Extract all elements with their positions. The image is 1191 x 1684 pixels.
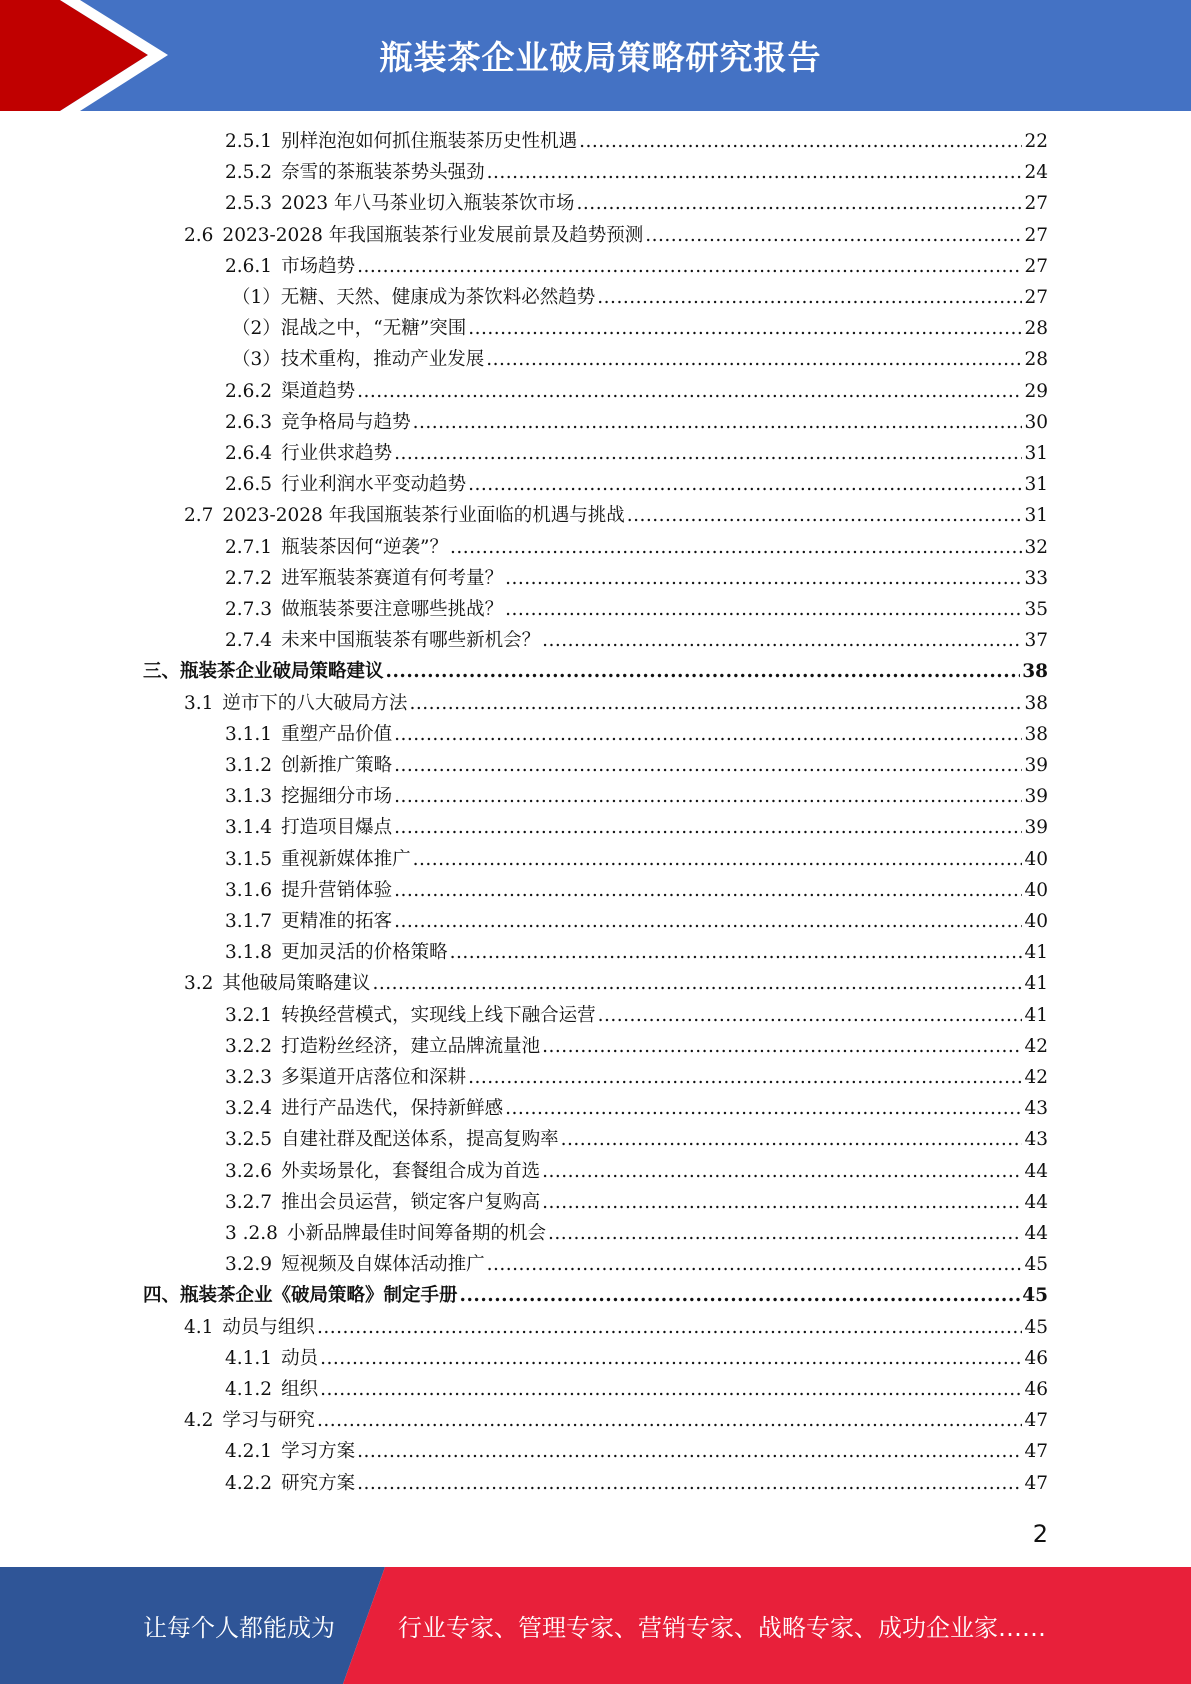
toc-dot-leader xyxy=(409,693,1022,714)
toc-dot-leader xyxy=(468,1067,1022,1088)
toc-dot-leader xyxy=(542,630,1022,651)
toc-entry-page: 47 xyxy=(1024,1410,1048,1432)
toc-entry-number: （1） xyxy=(232,287,281,308)
toc-dot-leader xyxy=(317,1410,1023,1431)
toc-entry-page: 28 xyxy=(1024,318,1048,340)
toc-entry-page: 44 xyxy=(1024,1160,1048,1182)
toc-entry-title: 打造项目爆点 xyxy=(281,817,393,839)
toc-entry[interactable] xyxy=(225,1063,1048,1094)
toc-entry-title: 打造粉丝经济，建立品牌流量池 xyxy=(281,1035,541,1057)
toc-entry-title: 组织 xyxy=(281,1379,319,1400)
footer-slogan-right: 行业专家、管理专家、营销专家、战略专家、成功企业家…… xyxy=(398,1614,1046,1642)
toc-entry[interactable] xyxy=(225,470,1048,501)
toc-entry[interactable] xyxy=(225,1032,1048,1063)
toc-dot-leader xyxy=(542,1036,1022,1057)
toc-dot-leader xyxy=(542,1161,1022,1182)
toc-dot-leader xyxy=(542,1192,1022,1213)
toc-dot-leader xyxy=(548,1223,1022,1244)
toc-entry-title: 转换经营模式，实现线上线下融合运营 xyxy=(281,1004,596,1026)
toc-entry-title: 市场趋势 xyxy=(281,255,356,277)
toc-entry-title: 进行产品迭代，保持新鲜感 xyxy=(281,1098,504,1120)
toc-entry-number: 2.5.3 xyxy=(225,193,273,215)
toc-entry[interactable] xyxy=(225,1469,1048,1500)
toc-entry[interactable] xyxy=(225,1375,1048,1406)
toc-entry-page: 37 xyxy=(1024,630,1048,652)
toc-entry-title: 学习方案 xyxy=(281,1441,356,1463)
toc-entry-number: 3.1.2 xyxy=(225,755,273,776)
toc-entry-number: 3 .2.8 xyxy=(225,1223,278,1244)
toc-entry-page: 45 xyxy=(1024,1316,1048,1338)
toc-entry[interactable] xyxy=(184,689,1048,720)
toc-entry-title: 多渠道开店落位和深耕 xyxy=(281,1067,467,1088)
toc-entry-page: 43 xyxy=(1024,1098,1048,1120)
toc-dot-leader xyxy=(320,1348,1022,1369)
toc-dot-leader xyxy=(394,786,1022,807)
toc-dot-leader xyxy=(394,755,1022,776)
toc-dot-leader xyxy=(486,349,1022,370)
toc-entry-number: 2.6.5 xyxy=(225,474,273,496)
toc-entry-page: 41 xyxy=(1024,942,1048,964)
toc-dot-leader xyxy=(394,880,1022,901)
toc-entry-title: 2023-2028 年我国瓶装茶行业发展前景及趋势预测 xyxy=(222,224,644,246)
toc-entry-number: 3.2.4 xyxy=(225,1098,273,1120)
toc-entry-title: 研究方案 xyxy=(281,1472,356,1494)
toc-entry-page: 41 xyxy=(1024,973,1048,995)
toc-entry-number: 四、 xyxy=(143,1285,181,1307)
toc-entry-page: 29 xyxy=(1024,380,1048,402)
toc-entry[interactable] xyxy=(225,1188,1048,1219)
toc-entry-title: 自建社群及配送体系，提高复购率 xyxy=(281,1129,559,1151)
toc-entry-page: 31 xyxy=(1024,505,1048,527)
toc-entry[interactable] xyxy=(143,657,1048,688)
toc-dot-leader xyxy=(394,724,1022,745)
toc-entry-title: 竞争格局与趋势 xyxy=(281,411,411,433)
toc-entry-page: 24 xyxy=(1024,162,1048,184)
toc-entry[interactable] xyxy=(225,626,1048,657)
toc-entry[interactable] xyxy=(225,595,1048,626)
toc-entry-title: 其他破局策略建议 xyxy=(222,973,371,995)
toc-entry-title: 推出会员运营，锁定客户复购高 xyxy=(281,1191,541,1213)
toc-entry-page: 44 xyxy=(1024,1191,1048,1213)
header-banner xyxy=(0,0,1191,111)
toc-entry[interactable] xyxy=(225,1094,1048,1125)
toc-entry[interactable] xyxy=(225,564,1048,595)
toc-entry-title: 奈雪的茶瓶装茶势头强劲 xyxy=(281,162,485,184)
toc-entry-page: 39 xyxy=(1024,755,1048,776)
toc-dot-leader xyxy=(577,193,1023,214)
toc-entry-number: 4.1 xyxy=(184,1316,214,1338)
toc-entry[interactable] xyxy=(225,377,1048,408)
toc-entry[interactable] xyxy=(225,1157,1048,1188)
toc-entry-title: 创新推广策略 xyxy=(281,755,393,776)
toc-entry-page: 39 xyxy=(1024,817,1048,839)
toc-entry[interactable] xyxy=(225,252,1048,283)
toc-entry-title: 进军瓶装茶赛道有何考量？ xyxy=(281,567,504,589)
toc-entry-page: 27 xyxy=(1024,255,1048,277)
toc-entry-page: 42 xyxy=(1024,1035,1048,1057)
toc-entry-page: 44 xyxy=(1024,1223,1048,1244)
toc-entry-page: 41 xyxy=(1024,1004,1048,1026)
toc-entry-page: 42 xyxy=(1024,1067,1048,1088)
toc-entry-page: 38 xyxy=(1022,661,1048,683)
toc-dot-leader xyxy=(487,162,1023,183)
toc-dot-leader xyxy=(505,1098,1022,1119)
toc-entry-number: （3） xyxy=(232,349,281,371)
toc-entry-page: 45 xyxy=(1024,1254,1048,1276)
toc-entry-number: 3.2.6 xyxy=(225,1160,273,1182)
toc-dot-leader xyxy=(450,537,1022,558)
toc-entry[interactable] xyxy=(225,1219,1048,1250)
toc-dot-leader xyxy=(413,849,1023,870)
toc-dot-leader xyxy=(394,911,1022,932)
toc-dot-leader xyxy=(372,973,1022,994)
toc-entry[interactable] xyxy=(184,969,1048,1000)
toc-entry-number: 3.1.6 xyxy=(225,879,273,901)
toc-entry[interactable] xyxy=(184,1313,1048,1344)
toc-dot-leader xyxy=(598,1005,1023,1026)
toc-dot-leader xyxy=(450,942,1023,963)
toc-entry-page: 33 xyxy=(1024,567,1048,589)
toc-entry-page: 22 xyxy=(1024,131,1048,152)
toc-entry-page: 38 xyxy=(1024,692,1048,714)
toc-dot-leader xyxy=(357,256,1022,277)
toc-dot-leader xyxy=(357,381,1022,402)
toc-dot-leader xyxy=(460,1285,1021,1306)
toc-entry-page: 38 xyxy=(1024,723,1048,745)
toc-entry-page: 40 xyxy=(1024,911,1048,932)
toc-entry-number: 3.2.9 xyxy=(225,1254,273,1276)
toc-entry-number: 2.7.2 xyxy=(225,567,273,589)
toc-entry-number: 3.2.2 xyxy=(225,1035,273,1057)
toc-entry-page: 43 xyxy=(1024,1129,1048,1151)
toc-dot-leader xyxy=(413,412,1023,433)
toc-entry-page: 27 xyxy=(1024,193,1048,215)
toc-entry-title: 提升营销体验 xyxy=(281,879,393,901)
toc-entry-number: 3.1 xyxy=(184,692,214,714)
toc-entry-number: 4.2 xyxy=(184,1410,214,1432)
toc-entry-title: 逆市下的八大破局方法 xyxy=(222,692,408,714)
toc-entry-title: 2023 年八马茶业切入瓶装茶饮市场 xyxy=(281,193,575,215)
toc-entry-title: 小新品牌最佳时间筹备期的机会 xyxy=(286,1223,546,1244)
toc-entry-number: 4.2.2 xyxy=(225,1472,273,1494)
toc-entry-number: 2.6 xyxy=(184,224,214,246)
toc-entry-page: 46 xyxy=(1024,1347,1048,1369)
toc-dot-leader xyxy=(394,817,1022,838)
toc-dot-leader xyxy=(579,131,1022,152)
toc-entry-number: 2.7.4 xyxy=(225,630,273,652)
toc-entry-page: 47 xyxy=(1024,1441,1048,1463)
toc-entry[interactable] xyxy=(225,1437,1048,1468)
toc-entry-title: 瓶装茶企业《破局策略》制定手册 xyxy=(180,1285,458,1307)
toc-entry-number: 2.6.1 xyxy=(225,255,273,277)
toc-entry[interactable] xyxy=(225,782,1048,813)
toc-entry-number: 3.1.3 xyxy=(225,786,273,808)
toc-dot-leader xyxy=(561,1129,1023,1150)
toc-dot-leader xyxy=(645,225,1022,246)
toc-entry-number: （2） xyxy=(232,318,281,340)
toc-entry-title: 瓶装茶因何“逆袭”？ xyxy=(281,536,448,558)
toc-entry-number: 3.2.3 xyxy=(225,1067,273,1088)
toc-entry-page: 31 xyxy=(1024,443,1048,464)
toc-entry[interactable] xyxy=(225,845,1048,876)
toc-entry-page: 47 xyxy=(1024,1472,1048,1494)
toc-dot-leader xyxy=(386,661,1021,682)
toc-entry-number: 3.1.4 xyxy=(225,817,273,839)
toc-entry[interactable] xyxy=(225,158,1048,189)
toc-entry-number: 2.7 xyxy=(184,505,214,527)
toc-entry-number: 2.6.4 xyxy=(225,443,273,464)
toc-entry-page: 32 xyxy=(1024,536,1048,558)
toc-entry-page: 31 xyxy=(1024,474,1048,496)
toc-entry-title: 瓶装茶企业破局策略建议 xyxy=(180,661,384,683)
toc-entry[interactable] xyxy=(225,938,1048,969)
toc-entry-page: 35 xyxy=(1024,599,1048,620)
toc-entry-title: 未来中国瓶装茶有哪些新机会？ xyxy=(281,630,541,652)
toc-entry-title: 更精准的拓客 xyxy=(281,911,393,932)
toc-entry[interactable] xyxy=(225,876,1048,907)
toc-entry[interactable] xyxy=(184,501,1048,532)
toc-entry-page: 46 xyxy=(1024,1379,1048,1400)
toc-entry-number: 4.1.1 xyxy=(225,1347,273,1369)
toc-dot-leader xyxy=(627,505,1023,526)
footer-banner xyxy=(0,1567,1191,1684)
toc-dot-leader xyxy=(505,599,1022,620)
toc-dot-leader xyxy=(468,474,1022,495)
toc-entry[interactable] xyxy=(225,1125,1048,1156)
header-title: 瓶装茶企业破局策略研究报告 xyxy=(379,38,822,77)
toc-dot-leader xyxy=(320,1379,1022,1400)
toc-entry[interactable] xyxy=(225,1250,1048,1281)
toc-entry-number: 2.5.1 xyxy=(225,131,273,152)
toc-entry-title: 行业供求趋势 xyxy=(281,443,393,464)
toc-entry-title: 短视频及自媒体活动推广 xyxy=(281,1254,485,1276)
toc-entry-number: 3.2.1 xyxy=(225,1004,273,1026)
toc-entry-page: 40 xyxy=(1024,848,1048,870)
toc-entry-number: 3.1.5 xyxy=(225,848,273,870)
toc-entry[interactable] xyxy=(225,189,1048,220)
toc-entry-number: 2.5.2 xyxy=(225,162,273,184)
toc-entry-number: 2.7.3 xyxy=(225,599,273,620)
toc-entry-title: 重视新媒体推广 xyxy=(281,848,411,870)
toc-entry-number: 2.6.3 xyxy=(225,411,273,433)
toc-entry-title: 做瓶装茶要注意哪些挑战？ xyxy=(281,599,504,620)
toc-dot-leader xyxy=(357,1473,1022,1494)
toc-entry[interactable] xyxy=(232,283,1048,314)
toc-entry[interactable] xyxy=(225,813,1048,844)
toc-entry-number: 3.1.7 xyxy=(225,911,273,932)
toc-entry-title: 动员 xyxy=(281,1347,319,1369)
toc-entry-page: 40 xyxy=(1024,879,1048,901)
toc-entry-number: 4.1.2 xyxy=(225,1379,273,1400)
toc-entry-page: 27 xyxy=(1024,287,1048,308)
toc-entry-number: 3.2.5 xyxy=(225,1129,273,1151)
toc-entry-number: 2.7.1 xyxy=(225,536,273,558)
toc-entry[interactable] xyxy=(225,127,1048,158)
toc-entry-title: 混战之中，“无糖”突围 xyxy=(280,318,467,340)
toc-entry[interactable] xyxy=(232,314,1048,345)
toc-entry-number: 三、 xyxy=(143,661,181,683)
toc-entry-page: 45 xyxy=(1022,1285,1048,1307)
toc-entry-title: 别样泡泡如何抓住瓶装茶历史性机遇 xyxy=(281,131,578,152)
toc-entry-number: 3.2 xyxy=(184,973,214,995)
toc-entry-title: 学习与研究 xyxy=(222,1410,315,1432)
page-number: 2 xyxy=(1032,1520,1048,1548)
footer-slogan-left: 让每个人都能成为 xyxy=(143,1614,335,1642)
toc-entry-number: 3.1.1 xyxy=(225,723,273,745)
toc-entry-page: 28 xyxy=(1024,349,1048,371)
toc-entry-page: 30 xyxy=(1024,411,1048,433)
toc-entry-title: 挖掘细分市场 xyxy=(281,786,393,808)
toc-entry-title: 外卖场景化，套餐组合成为首选 xyxy=(281,1160,541,1182)
toc-dot-leader xyxy=(597,287,1022,308)
toc-dot-leader xyxy=(487,1254,1023,1275)
toc-entry-title: 渠道趋势 xyxy=(281,380,356,402)
toc-entry[interactable] xyxy=(232,345,1048,376)
toc-entry-page: 39 xyxy=(1024,786,1048,808)
toc-entry-title: 无糖、天然、健康成为茶饮料必然趋势 xyxy=(280,287,596,308)
toc-entry[interactable] xyxy=(184,1406,1048,1437)
toc-entry-title: 行业利润水平变动趋势 xyxy=(281,474,467,496)
toc-entry-title: 2023-2028 年我国瓶装茶行业面临的机遇与挑战 xyxy=(222,505,625,527)
toc-entry[interactable] xyxy=(225,408,1048,439)
toc-entry[interactable] xyxy=(225,533,1048,564)
toc-entry[interactable] xyxy=(184,221,1048,252)
toc-entry[interactable] xyxy=(225,439,1048,470)
toc-entry[interactable] xyxy=(225,907,1048,938)
toc-entry[interactable] xyxy=(225,751,1048,782)
toc-dot-leader xyxy=(394,443,1022,464)
toc-entry[interactable] xyxy=(225,720,1048,751)
toc-dot-leader xyxy=(505,568,1022,589)
toc-entry-number: 3.1.8 xyxy=(225,942,273,964)
toc-entry-page: 27 xyxy=(1024,224,1048,246)
toc-entry[interactable] xyxy=(225,1001,1048,1032)
toc-entry-number: 3.2.7 xyxy=(225,1191,273,1213)
toc-entry-title: 重塑产品价值 xyxy=(281,723,393,745)
toc-entry-title: 技术重构，推动产业发展 xyxy=(280,349,485,371)
toc-entry-title: 动员与组织 xyxy=(222,1316,315,1338)
toc-entry-number: 4.2.1 xyxy=(225,1441,273,1463)
toc-entry[interactable] xyxy=(143,1281,1048,1312)
toc-entry-number: 2.6.2 xyxy=(225,380,273,402)
toc-dot-leader xyxy=(357,1441,1022,1462)
toc-dot-leader xyxy=(468,318,1022,339)
toc-entry-title: 更加灵活的价格策略 xyxy=(281,942,448,964)
toc-dot-leader xyxy=(317,1317,1023,1338)
toc-entry[interactable] xyxy=(225,1344,1048,1375)
